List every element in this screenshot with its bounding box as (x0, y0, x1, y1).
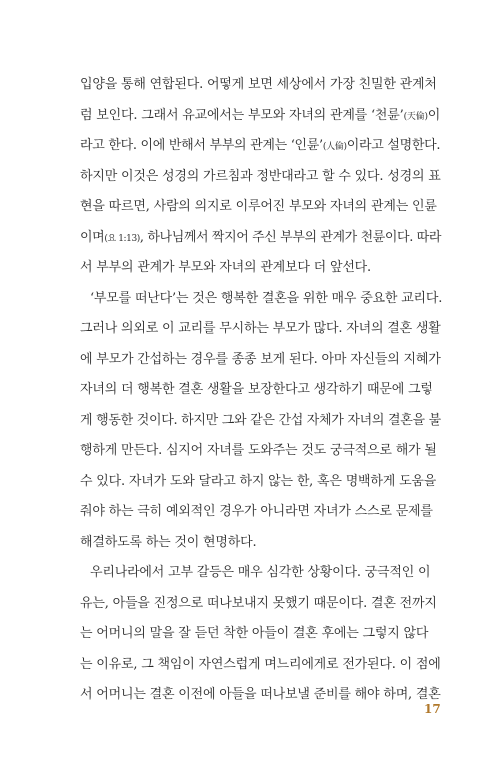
text-line: 이며(요 1:13), 하나님께서 짝지어 주신 부부의 관계가 천륜이다. 따라 (80, 229, 441, 245)
text-line: 에 부모가 간섭하는 경우를 종종 보게 된다. 아마 자신들의 지혜가 (80, 351, 441, 367)
hanja-annotation: (天倫) (403, 111, 428, 122)
text-line: 서 부부의 관계가 부모와 자녀의 관계보다 더 앞선다. (80, 260, 371, 275)
text-line: 줘야 하는 극히 예외적인 경우가 아니라면 자녀가 스스로 문제를 (80, 504, 433, 519)
text-line: 럼 보인다. 그래서 유교에서는 부모와 자녀의 관계를 ‘천륜’(天倫)이 (80, 107, 441, 123)
text-line: 는 이유로, 그 책임이 자연스럽게 며느리에게로 전가된다. 이 점에 (80, 656, 441, 672)
page-number: 17 (424, 702, 441, 716)
text-line: 라고 한다. 이에 반해서 부부의 관계는 ‘인륜’(人倫)이라고 설명한다. (80, 138, 441, 153)
text-line: 수 있다. 자녀가 도와 달라고 하지 않는 한, 혹은 명백하게 도움을 (80, 473, 437, 489)
text-line: 는 어머니의 말을 잘 듣던 착한 아들이 결혼 후에는 그렇지 않다 (80, 626, 429, 641)
paragraph-start-line: 우리나라에서 고부 갈등은 매우 심각한 상황이다. 궁극적인 이 (90, 565, 431, 580)
text-line: 자녀의 더 행복한 결혼 생활을 보장한다고 생각하기 때문에 그렇 (80, 382, 433, 397)
text-line: 서 어머니는 결혼 이전에 아들을 떠나보낼 준비를 해야 하며, 결혼 (80, 687, 441, 702)
text-line: 그러나 의외로 이 교리를 무시하는 부모가 많다. 자녀의 결혼 생활 (80, 321, 441, 336)
text-line: 게 행동한 것이다. 하지만 그와 같은 간섭 자체가 자녀의 결혼을 불 (80, 412, 441, 428)
text-line: 입양을 통해 연합된다. 어떻게 보면 세상에서 가장 친밀한 관계처 (80, 77, 437, 92)
text-line: 유는, 아들을 진정으로 떠나보내지 못했기 때문이다. 결혼 전까지 (80, 595, 437, 611)
scripture-reference: (요 1:13) (104, 233, 140, 244)
text-line: 행하게 만든다. 심지어 자녀를 도와주는 것도 궁극적으로 해가 될 (80, 443, 437, 458)
paragraph-start-line: ‘부모를 떠난다’는 것은 행복한 결혼을 위한 매우 중요한 교리다. (90, 290, 443, 306)
text-line: 하지만 이것은 성경의 가르침과 정반대라고 할 수 있다. 성경의 표 (80, 168, 441, 184)
text-line: 해결하도록 하는 것이 현명하다. (80, 534, 257, 550)
hanja-annotation: (人倫) (322, 142, 347, 152)
text-line: 현을 따르면, 사람의 의지로 이루어진 부모와 자녀의 관계는 인륜 (80, 199, 437, 214)
